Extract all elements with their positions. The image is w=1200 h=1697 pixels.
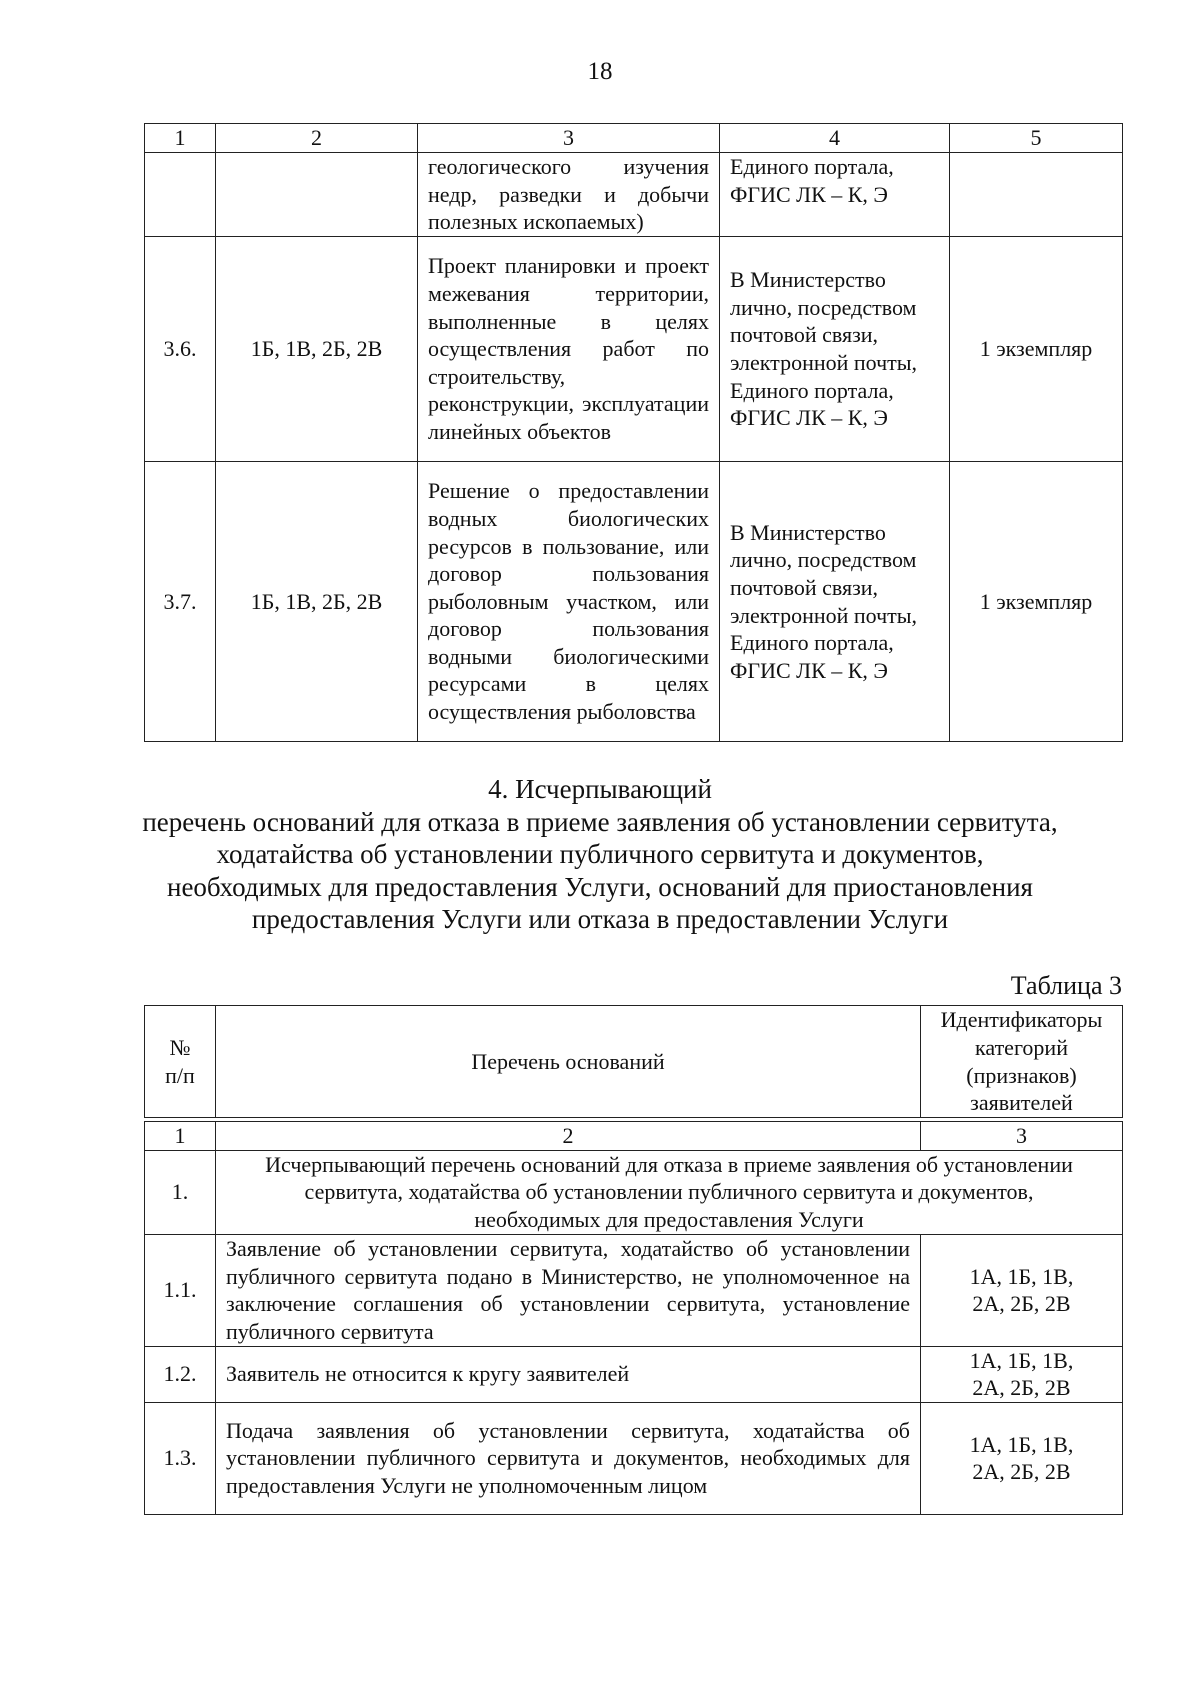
page-number: 18 [587,58,613,85]
ground-text: Заявитель не относится к кругу заявителей [216,1346,921,1402]
copies-count: 1 экземпляр [950,462,1123,742]
row-number: 1.3. [145,1402,216,1514]
document-name: Решение о предоставлении водных биологических ресурсов в пользование, или договор пользования рыболовным участком, или договор пользования водными биологическими ресурсами в целях осуществления рыболовства [418,462,720,742]
ground-text: Подача заявления об установлении сервитута, ходатайства об установлении публичного сервитута и документов, необходимых для предоставления Услуги не уполномоченным лицом [216,1402,921,1514]
document-name: Проект планировки и проект межевания территории, выполненные в целях осуществления работ по строительству, реконструкции, эксплуатации линейных объектов [418,237,720,462]
row-number [145,153,216,237]
applicant-identifiers: 1А, 1Б, 1В, 2А, 2Б, 2В [921,1346,1123,1402]
table-caption: Таблица 3 [1010,971,1122,1000]
column-number-row [145,124,1123,153]
copies-count: 1 экземпляр [950,237,1123,462]
column-number: 1 [145,124,216,153]
section-heading [0,773,1200,936]
column-number: 2 [216,124,418,153]
heading-line: ходатайства об установлении публичного сервитута и документов, [216,839,984,869]
applicant-identifiers: 1А, 1Б, 1В, 2А, 2Б, 2В [921,1234,1123,1346]
applicant-categories [216,153,418,237]
applicant-categories: 1Б, 1В, 2Б, 2В [216,462,418,742]
column-number-row [145,1122,1123,1151]
column-number: 1 [145,1122,216,1151]
submission-method: Единого портала, ФГИС ЛК – К, Э [720,153,950,237]
table-row [145,462,1123,742]
row-number: 3.6. [145,237,216,462]
row-number: 1.2. [145,1346,216,1402]
column-number: 2 [216,1122,921,1151]
row-number: 3.7. [145,462,216,742]
header-grounds: Перечень оснований [216,1006,921,1118]
column-number: 3 [921,1122,1123,1151]
row-number: 1.1. [145,1234,216,1346]
documents-table [144,123,1123,742]
refusal-grounds-table [144,1005,1123,1515]
heading-line: перечень оснований для отказа в приеме заявления об установлении сервитута, [142,806,1058,837]
column-number: 4 [720,124,950,153]
section-row [145,1150,1123,1234]
applicant-categories: 1Б, 1В, 2Б, 2В [216,237,418,462]
section-row-text: Исчерпывающий перечень оснований для отказа в приеме заявления об установлении сервитута, ходатайства об установлении публичного сервитута и документов, необходимых для предоставления Услуги [216,1150,1123,1234]
table-row [145,1402,1123,1514]
heading-line: необходимых для предоставления Услуги, оснований для приостановления [167,871,1033,902]
table-row [145,1234,1123,1346]
header-number: № п/п [145,1006,216,1118]
copies-count [950,153,1123,237]
submission-method: В Министерство лично, посредством почтовой связи, электронной почты, Единого портала, ФГИС ЛК – К, Э [720,237,950,462]
table-row [145,1346,1123,1402]
table-row [145,153,1123,237]
heading-line: 4. Исчерпывающий [488,774,712,804]
table-row [145,237,1123,462]
header-row [145,1006,1123,1118]
document-name: геологического изучения недр, разведки и добычи полезных ископаемых) [418,153,720,237]
column-number: 5 [950,124,1123,153]
heading-line: предоставления Услуги или отказа в предоставлении Услуги [251,904,949,934]
column-number: 3 [418,124,720,153]
applicant-identifiers: 1А, 1Б, 1В, 2А, 2Б, 2В [921,1402,1123,1514]
row-number: 1. [145,1150,216,1234]
header-identifiers: Идентификаторы категорий (признаков) заявителей [921,1006,1123,1118]
ground-text: Заявление об установлении сервитута, ходатайство об установлении публичного сервитута подано в Министерство, не уполномоченное на заключение соглашения об установлении сервитута, установление публичного сервитута [216,1234,921,1346]
submission-method: В Министерство лично, посредством почтовой связи, электронной почты, Единого портала, ФГИС ЛК – К, Э [720,462,950,742]
